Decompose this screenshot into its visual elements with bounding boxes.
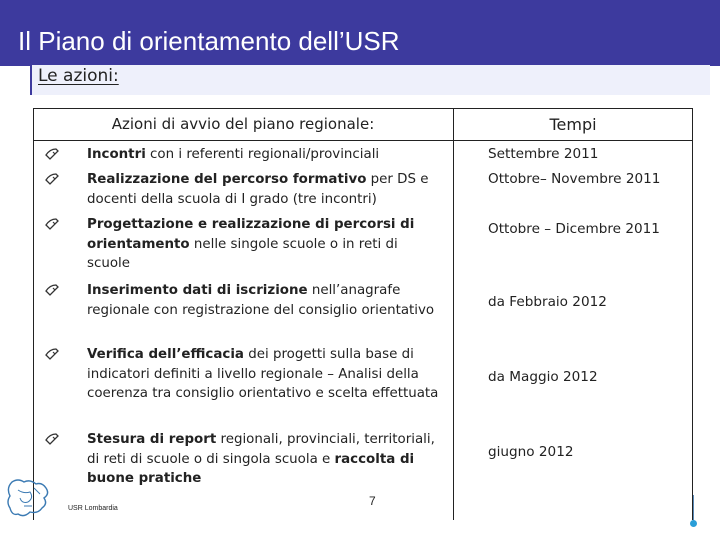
time-text: Ottobre– Novembre 2011 bbox=[488, 171, 661, 187]
pen-nib-icon bbox=[44, 281, 62, 299]
pen-nib-icon bbox=[44, 345, 62, 363]
pen-nib-icon bbox=[44, 170, 62, 188]
section-subtitle: Le azioni: bbox=[38, 66, 119, 86]
action-text: Realizzazione del percorso formativo per DS e docenti della scuola di I grado (tre incontri) bbox=[87, 172, 429, 207]
action-text: Incontri con i referenti regionali/provinciali bbox=[87, 147, 380, 162]
time-text: Settembre 2011 bbox=[488, 146, 599, 162]
footer-org: USR Lombardia bbox=[68, 505, 118, 512]
lombardia-map-icon bbox=[4, 476, 58, 526]
pen-nib-icon bbox=[44, 430, 62, 448]
pen-nib-icon bbox=[44, 145, 62, 163]
time-text: Ottobre – Dicembre 2011 bbox=[488, 221, 660, 237]
column-header-time: Tempi bbox=[549, 115, 597, 134]
subtitle-band bbox=[30, 65, 710, 95]
time-text: da Febbraio 2012 bbox=[488, 294, 607, 310]
corner-accent-dot bbox=[690, 520, 697, 527]
page-number: 7 bbox=[369, 494, 376, 508]
action-text: Inserimento dati di iscrizione nell’anagrafe regionale con registrazione del consiglio orientativo bbox=[87, 283, 435, 318]
time-text: da Maggio 2012 bbox=[488, 369, 598, 385]
pen-nib-icon bbox=[44, 215, 62, 233]
time-text: giugno 2012 bbox=[488, 444, 574, 460]
action-text: Stesura di report regionali, provinciali, territoriali, di reti di scuole o di singola scuola e raccolta di buone pratiche bbox=[87, 432, 435, 486]
corner-accent-line bbox=[693, 495, 694, 523]
action-text: Verifica dell’efficacia dei progetti sulla base di indicatori definiti a livello regionale – Analisi della coerenza tra consiglio orientativo e scelta effettuata bbox=[87, 347, 439, 401]
column-divider bbox=[453, 108, 454, 520]
action-text: Progettazione e realizzazione di percorsi di orientamento nelle singole scuole o in reti di scuole bbox=[87, 217, 415, 271]
page-title: Il Piano di orientamento dell’USR bbox=[18, 26, 400, 56]
column-header-actions: Azioni di avvio del piano regionale: bbox=[111, 115, 375, 133]
